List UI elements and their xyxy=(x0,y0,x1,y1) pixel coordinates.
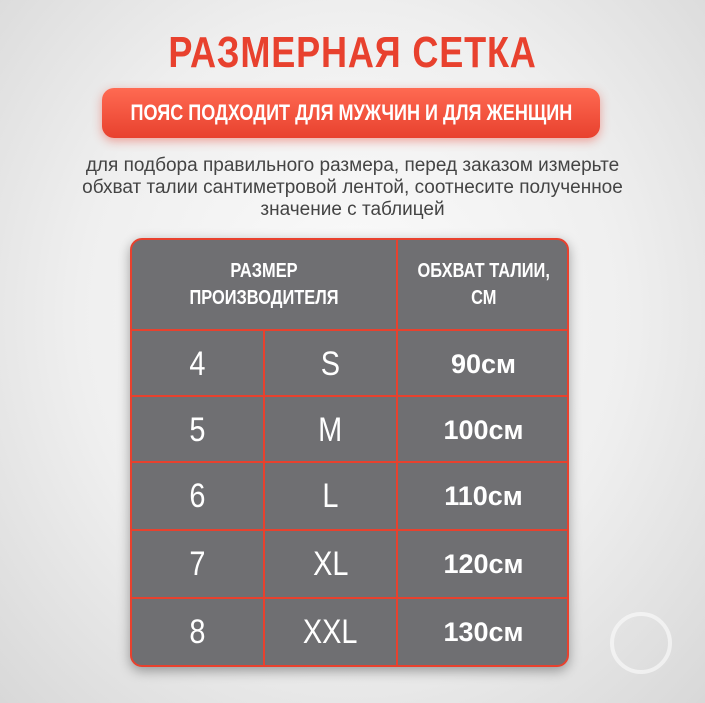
header-waist-line: ОБХВАТ ТАЛИИ, xyxy=(417,259,550,282)
header-manufacturer-size xyxy=(132,240,396,329)
watermark-logo-icon xyxy=(610,612,672,674)
waist-value: 100см xyxy=(443,414,524,445)
table-row-letter xyxy=(265,599,396,665)
table-row-letter xyxy=(265,531,396,597)
table-row-waist xyxy=(398,397,569,463)
table-row-number xyxy=(132,463,263,529)
waist-value: 120см xyxy=(443,548,524,579)
size-number: 5 xyxy=(189,410,206,449)
header-manufacturer-label: РАЗМЕР ПРОИЗВОДИТЕЛЯ xyxy=(189,259,339,309)
table-row-waist xyxy=(398,463,569,529)
size-letter: M xyxy=(318,410,343,449)
size-letter: XXL xyxy=(303,612,358,651)
description-line: значение с таблицей xyxy=(260,199,445,220)
table-row-waist xyxy=(398,331,569,397)
size-table xyxy=(130,238,569,667)
size-number: 4 xyxy=(189,344,206,383)
size-letter: XL xyxy=(312,544,349,583)
table-row-letter xyxy=(265,463,396,529)
subtitle-badge xyxy=(102,88,600,138)
size-letter: S xyxy=(320,344,341,383)
subtitle-text: ПОЯС ПОДХОДИТ ДЛЯ МУЖЧИН И ДЛЯ ЖЕНЩИН xyxy=(130,100,572,125)
table-row-letter xyxy=(265,397,396,463)
table-row-number xyxy=(132,331,263,397)
waist-value: 90см xyxy=(450,348,517,379)
size-number: 6 xyxy=(189,476,206,515)
header-waist-label xyxy=(417,258,549,312)
table-row-number xyxy=(132,397,263,463)
size-number: 7 xyxy=(189,544,206,583)
waist-value: 110см xyxy=(444,480,523,511)
table-row-number xyxy=(132,531,263,597)
table-row-waist xyxy=(398,599,569,665)
description xyxy=(40,155,665,221)
description-line: обхват талии сантиметровой лентой, соотнесите полученное xyxy=(82,177,623,198)
table-row-number xyxy=(132,599,263,665)
size-letter: L xyxy=(322,476,339,515)
page-title: РАЗМЕРНАЯ СЕТКА xyxy=(168,28,537,77)
waist-value: 130см xyxy=(443,616,524,647)
table-row-letter xyxy=(265,331,396,397)
description-line: для подбора правильного размера, перед заказом измерьте xyxy=(85,155,620,176)
table-row-waist xyxy=(398,531,569,597)
header-waist-line: СМ xyxy=(470,286,497,309)
size-number: 8 xyxy=(189,612,206,651)
header-waist xyxy=(398,240,569,329)
